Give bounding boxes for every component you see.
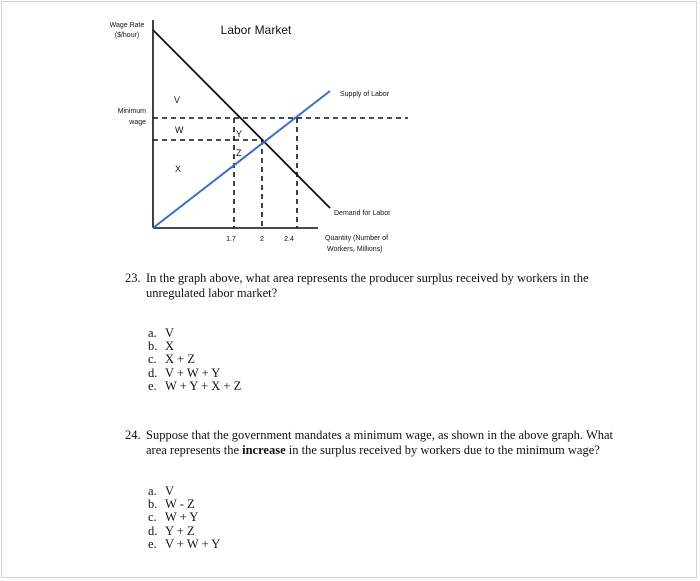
question-number: 24. (125, 428, 141, 442)
demand-curve (153, 30, 330, 208)
min-wage-label-line1: Minimum (117, 108, 146, 115)
question-text: Suppose that the government mandates a minimum wage, as shown in the above graph. What area represents the increase in the surplus received by workers due to the minimum wage? (146, 428, 614, 457)
choice-d[interactable]: d. V + W + Y (148, 365, 221, 380)
emphasis-increase: increase (242, 443, 286, 457)
area-label-z: Z (236, 148, 242, 158)
supply-curve (153, 91, 330, 228)
choice-c[interactable]: c. X + Z (148, 352, 195, 367)
area-label-w: W (175, 125, 184, 135)
choice-b[interactable]: b. X (148, 339, 175, 354)
demand-label: Demand for Labor (334, 210, 391, 217)
area-label-v: V (174, 95, 181, 105)
x-tick-2: 2 (260, 236, 264, 243)
q23-choices (148, 327, 241, 393)
area-label-x: X (175, 164, 182, 174)
graph-title: Labor Market (220, 23, 292, 37)
choice-d[interactable]: d. Y + Z (148, 523, 195, 538)
supply-label: Supply of Labor (340, 91, 390, 98)
question-24 (125, 428, 625, 458)
x-axis-label-line2: Workers, Millions) (327, 246, 383, 253)
question-number: 23. (125, 271, 141, 285)
question-text: In the graph above, what area represents the producer surplus received by workers in the unregulated labor market? (146, 271, 589, 300)
choice-e[interactable]: e. V + W + Y (148, 536, 221, 551)
choice-e[interactable]: e. W + Y + X + Z (148, 378, 242, 393)
choice-b[interactable]: b. W - Z (148, 497, 195, 512)
choice-a[interactable]: a. V (148, 484, 175, 498)
choice-c[interactable]: c. W + Y (148, 510, 199, 525)
y-axis-label-line1: Wage Rate (109, 22, 145, 29)
question-23 (125, 271, 625, 301)
y-axis-label-line2: ($/hour) (114, 32, 140, 39)
x-tick-2-4: 2.4 (284, 236, 294, 243)
area-label-y: Y (236, 129, 243, 139)
x-axis-label-line1: Quantity (Number of (325, 235, 389, 242)
labor-market-graph (0, 0, 700, 260)
q24-choices (148, 485, 220, 551)
x-tick-1-7: 1.7 (226, 236, 236, 243)
choice-a[interactable]: a. V (148, 326, 175, 340)
min-wage-label-line2: wage (129, 119, 146, 126)
